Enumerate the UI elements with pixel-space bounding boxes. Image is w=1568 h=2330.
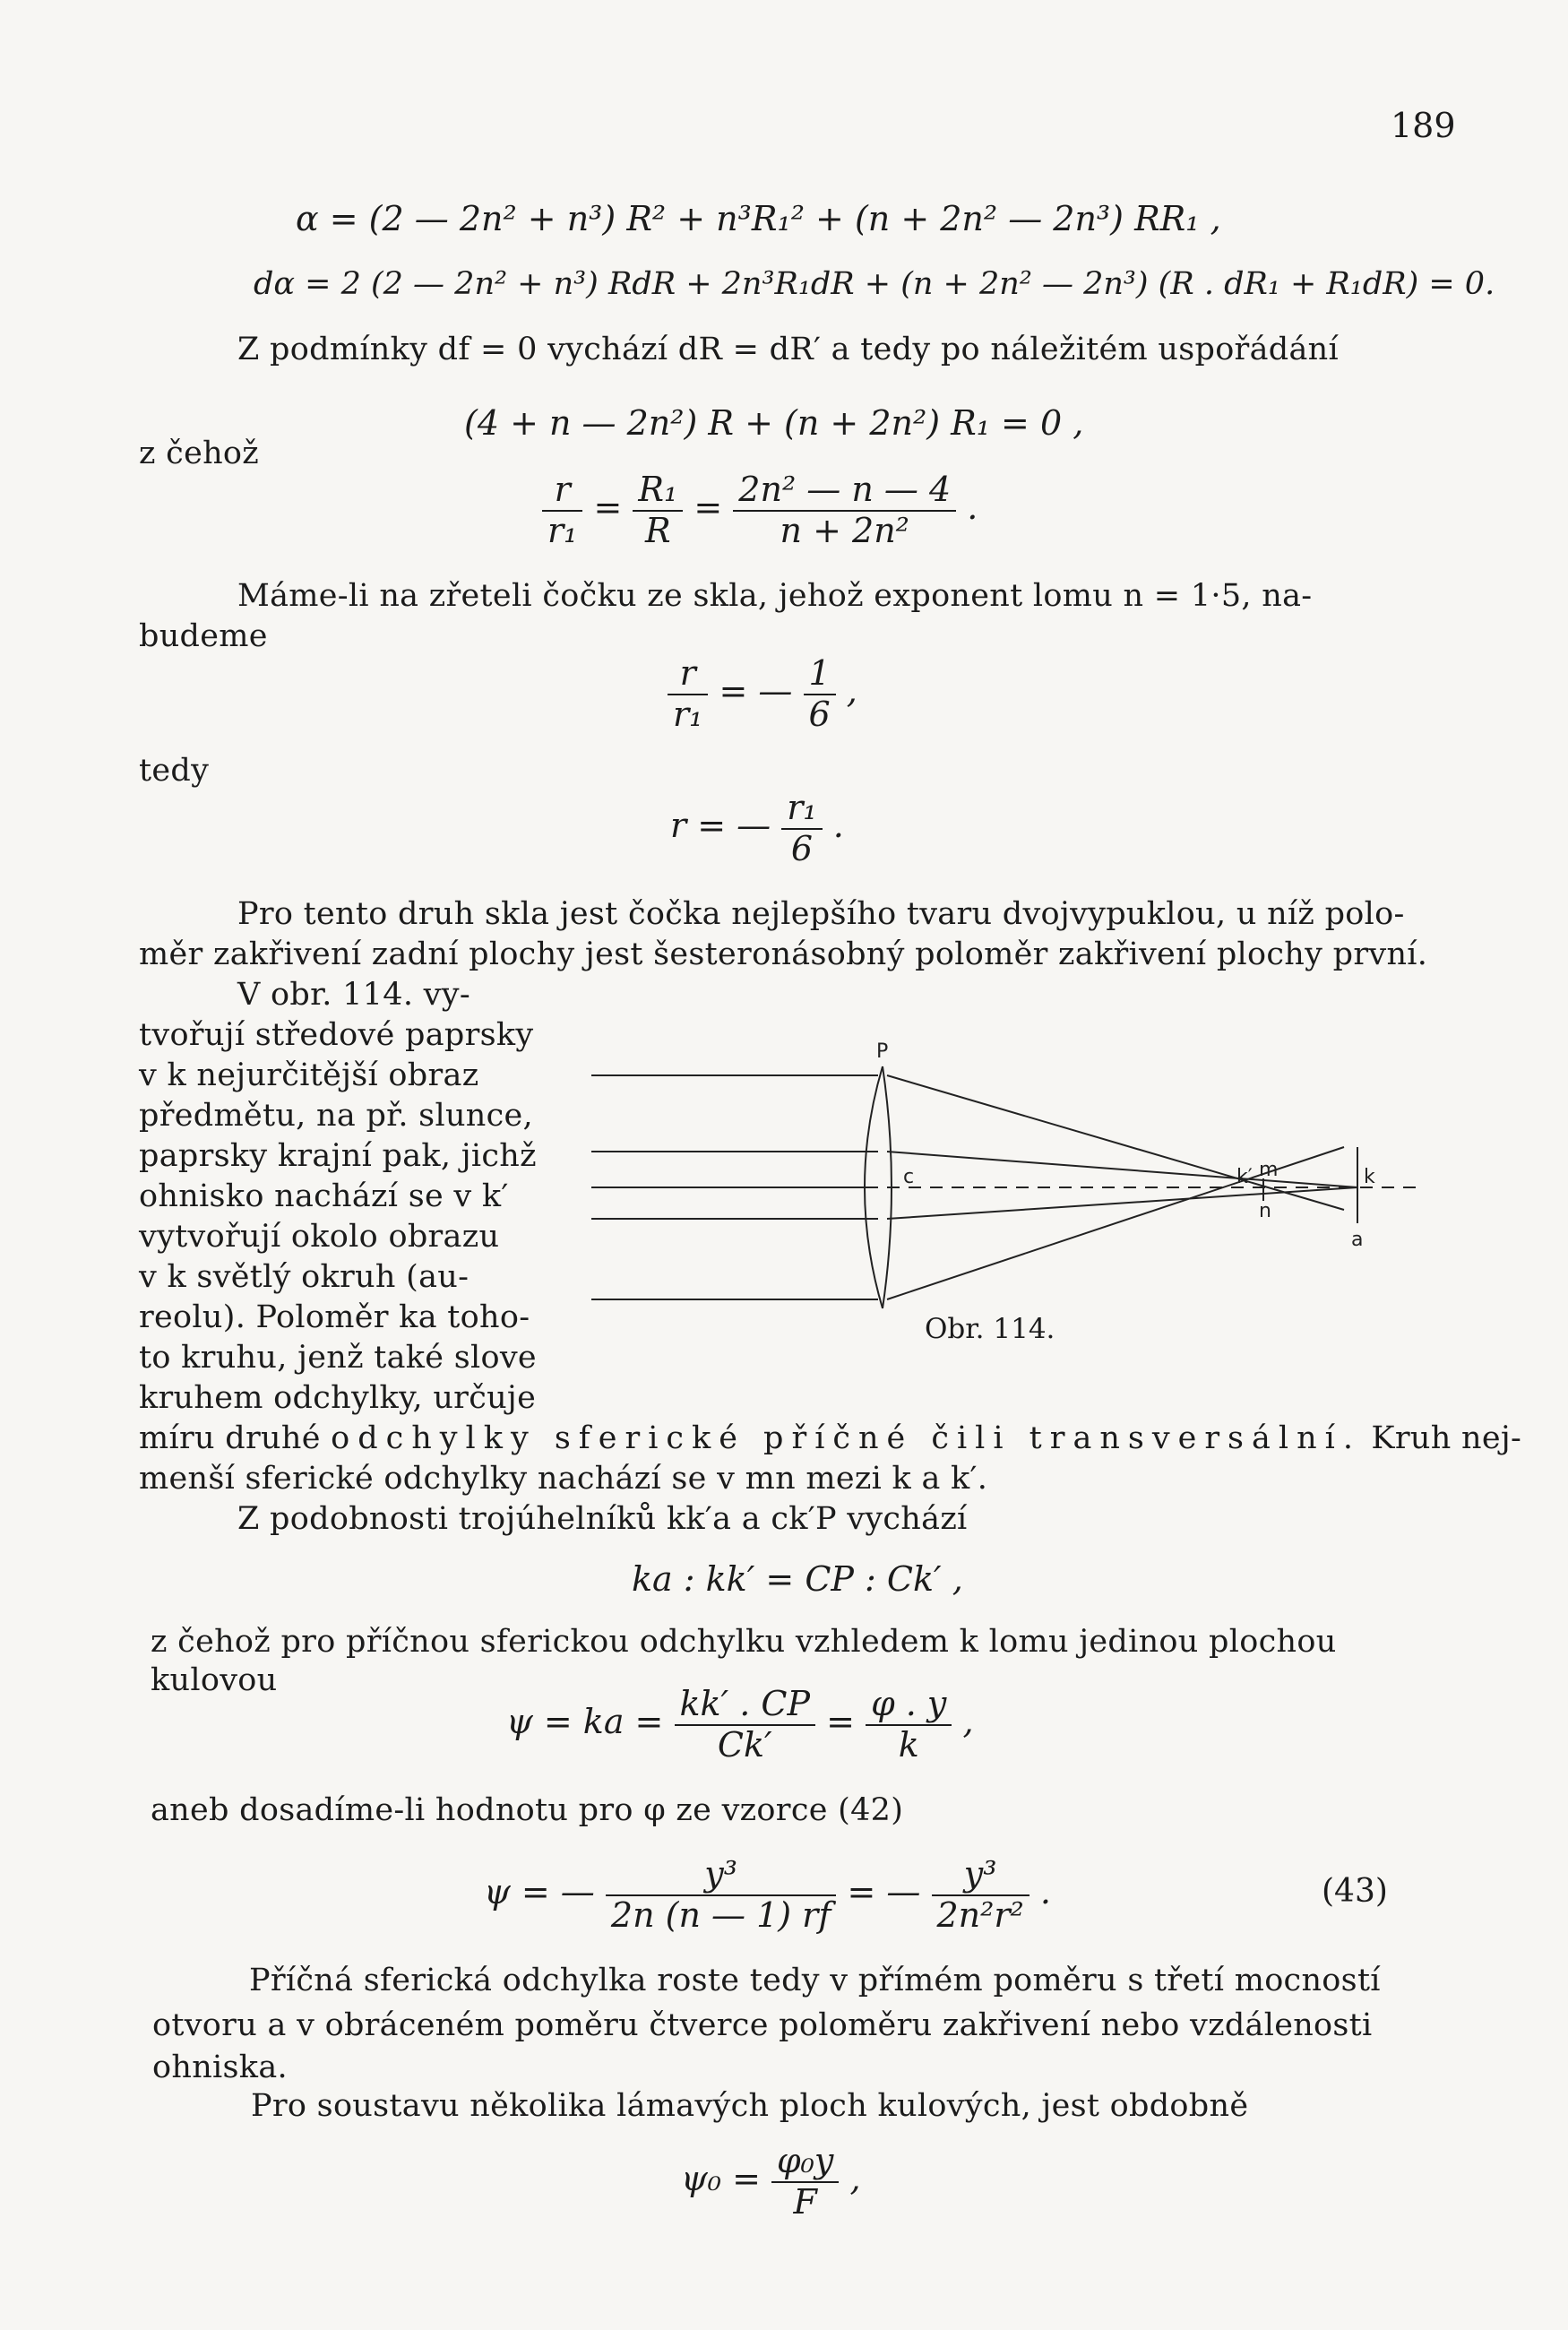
figure-label-k-prime: k′ [1236,1166,1253,1188]
wrap-line-2: tvořují středové paprsky [139,1017,534,1053]
equation-ratio-n: $\frac{r}{\text{r₁}}$ = $\frac{\text{R₁}}{R}$ = $\frac{\text{2n² — n — 4}}{\text{n + 2n²}}$ . [542,470,978,550]
paragraph-lens-line1: Máme-li na zřeteli čočku ze skla, jehož exponent lomu n = 1·5, na- [237,578,1313,614]
figure-label-n: n [1259,1200,1271,1222]
figure-114-diagram [582,1031,1434,1353]
fraction-r-r1: $\frac{r}{\text{r₁}}$ [542,470,582,550]
wrap-line-6: ohnisko nachází se v k′ [139,1178,509,1214]
figure-caption: Obr. 114. [925,1313,1055,1345]
equation-43: ψ = — $\frac{\text{y³}}{2n (n — 1) rf}$ = — $\frac{\text{y³}}{\text{2n²r²}}$ . [484,1854,1051,1935]
figure-label-c: c [903,1166,915,1188]
paragraph-pricna-line3: ohniska. [152,2050,288,2085]
label-z-cehoz: z čehož [139,436,260,471]
paragraph-zcehoz-line1: z čehož pro příčnou sferickou odchylku vzhledem k lomu jedinou plochou [151,1624,1337,1660]
paragraph-lens-line2: budeme [139,618,268,654]
wrap-line-8: v k světlý okruh (au- [139,1259,470,1295]
wrap-line-1: V obr. 114. vy- [237,977,470,1013]
paragraph-podobnost: Z podobnosti trojúhelníků kk′a a ck′P vychází [237,1501,968,1537]
wrap-line-4: předmětu, na př. slunce, [139,1098,533,1134]
paragraph-condition: Z podmínky df = 0 vychází dR = dR′ a tedy po náležitém uspořádání [237,332,1339,367]
page-number: 189 [1391,106,1456,145]
paragraph-dosadime: aneb dosadíme-li hodnotu pro φ ze vzorce (42) [151,1792,904,1828]
wrap-line-3: v k nejurčitější obraz [139,1057,479,1093]
label-tedy: tedy [139,753,210,789]
equation-alpha: α = (2 — 2n² + n³) R² + n³R₁² + (n + 2n² — 2n³) RR₁ , [296,199,1221,238]
paragraph-druh-line2: měr zakřivení zadní plochy jest šesteronásobný poloměr zakřivení plochy první. [139,936,1428,972]
equation-r-value: r = — $\frac{\text{r₁}}{6}$ . [670,788,844,868]
figure-label-P: P [876,1040,889,1063]
paragraph-zcehoz-line2: kulovou [151,1662,278,1698]
paragraph-druh-line1: Pro tento druh skla jest čočka nejlepšího tvaru dvojvypuklou, u níž polo- [237,896,1405,932]
paragraph-pricna-line1: Příčná sferická odchylka roste tedy v přímém poměru s třetí mocností [249,1963,1381,1998]
fraction-n-expression: $\frac{\text{2n² — n — 4}}{\text{n + 2n²}}$ [733,470,956,550]
equation-ka: ka : kk′ = CP : Ck′ , [632,1559,963,1599]
figure-label-m: m [1259,1159,1279,1181]
wrap-line-11: kruhem odchylky, určuje [139,1380,537,1416]
wrap-line-7: vytvořují okolo obrazu [139,1219,500,1255]
wrap-line-5: paprsky krajní pak, jichž [139,1138,537,1174]
equation-ratio-value: $\frac{r}{\text{r₁}}$ = — $\frac{1}{6}$ , [668,654,857,734]
figure-label-k: k [1364,1166,1375,1188]
wrap-line-9: reolu). Poloměr ka toho- [139,1299,530,1335]
equation-psi0: ψ₀ = $\frac{\text{φ₀y}}{F}$ , [681,2141,861,2222]
equation-psi: ψ = ka = $\frac{kk' . CP}{Ck'}$ = $\frac{\varphi . y}{k}$ , [506,1684,974,1765]
figure-label-a: a [1351,1229,1364,1251]
line-mensi: menší sferické odchylky nachází se v mn mezi k a k′. [139,1461,988,1497]
equation-number-43: (43) [1322,1873,1388,1910]
equation-condition: (4 + n — 2n²) R + (n + 2n²) R₁ = 0 , [464,403,1084,443]
fraction-R1-R: $\frac{\text{R₁}}{R}$ [633,470,683,550]
line-miru: míru druhé odchylky sferické příčné čili transversální. Kruh nej- [139,1420,1522,1456]
wrap-line-10: to kruhu, jenž také slove [139,1340,537,1376]
paragraph-soustava: Pro soustavu několika lámavých ploch kulových, jest obdobně [251,2088,1249,2124]
paragraph-pricna-line2: otvoru a v obráceném poměru čtverce poloměru zakřivení nebo vzdálenosti [152,2007,1373,2043]
figure-114 [582,1031,1434,1353]
equation-dalpha: dα = 2 (2 — 2n² + n³) RdR + 2n³R₁dR + (n + 2n² — 2n³) (R . dR₁ + R₁dR) = 0. [254,266,1495,302]
